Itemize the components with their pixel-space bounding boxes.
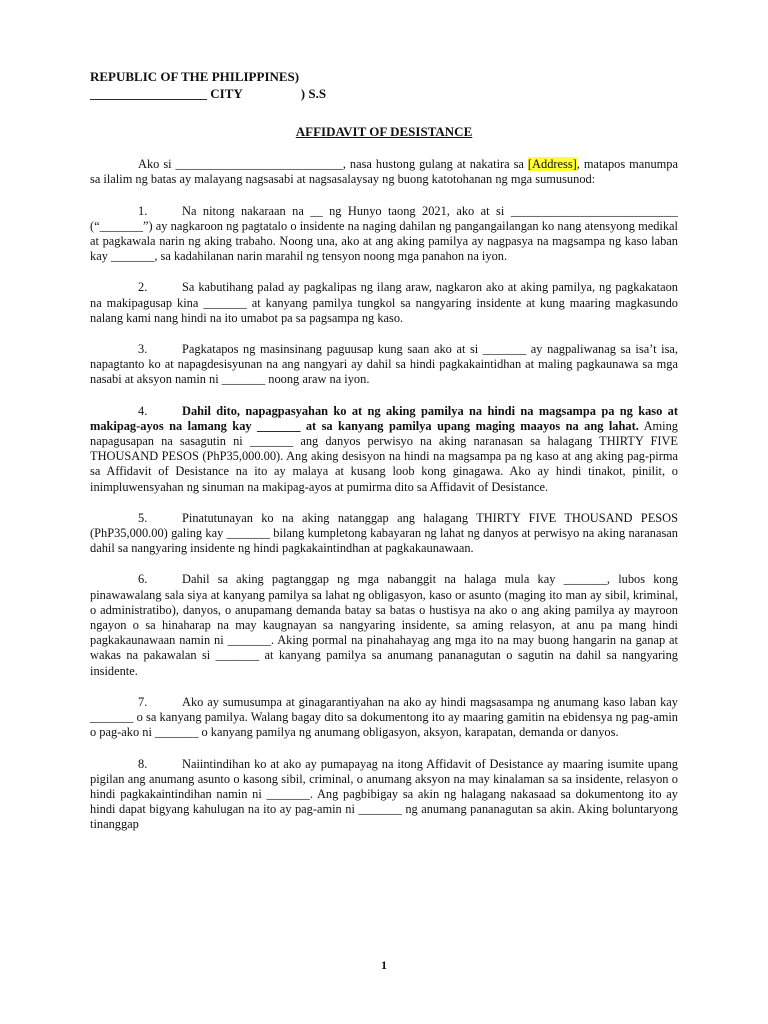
header-republic: REPUBLIC OF THE PHILIPPINES) <box>90 69 300 84</box>
paragraph-text: Naiintindihan ko at ako ay pumapayag na itong Affidavit of Desistance ay maaring isumite upang pigilan ang anumang asunto o kasong sibil, criminal, o anumang aksyon na may kinalaman sa sa insidente, relasyon o hindi pagkakaintindihan namin ni _______. Ang pagbibigay sa akin ng halagang nakasaad sa dokumentong ito ay hindi dapat bigyang kahulugan na ito ay pag-amin ni _______ ng anumang pananagutan sa akin. Aking boluntaryong tinanggap <box>90 756 678 832</box>
paragraph-5 <box>90 511 678 557</box>
paragraph-3 <box>90 342 678 388</box>
paragraph-7 <box>90 695 678 741</box>
document-body <box>90 68 678 849</box>
document-header <box>90 68 678 102</box>
paragraph-text: Ako ay sumusumpa at ginagarantiyahan na ako ay hindi magsasampa ng anumang kaso laban kay _______ o sa kanyang pamilya. Walang bagay dito sa dokumentong ito ay maaring gamitin na ebidensya ng pag-amin o pag-ako ni _______ o kanyang pamilya ng anumang obligasyon, aksyon, karapatan, demanda or danyos. <box>90 694 678 740</box>
paragraph-number: 4. <box>138 403 148 418</box>
address-placeholder: [Address] <box>527 157 577 172</box>
paragraph-number: 6. <box>138 572 148 587</box>
paragraph-2 <box>90 280 678 326</box>
intro-text-post: , matapos manumpa sa ilalim ng batas ay malayang nagsasabi at nagsasalaysay ng buong katotohanan ng mga sumusunod: <box>90 157 679 187</box>
paragraph-4 <box>90 404 678 495</box>
paragraph-text: Na nitong nakaraan na __ ng Hunyo taong 2021, ako at si ___________________________ (“_______”) ay nagkaroon ng pagtatalo o insidente na naging dahilan ng pangangailangan ko nang atensyong medikal at pagkawala narin ng aking trabaho. Noong una, ako at ang aking pamilya ay nagpasya na magsampa ng kaso laban kay _______, sa kadahilanan narin marahil ng tensyon noong mga panahon na iyon. <box>90 203 678 264</box>
paragraph-number: 1. <box>138 203 148 218</box>
paragraph-text: Pinatutunayan ko na aking natanggap ang halagang THIRTY FIVE THOUSAND PESOS (PhP35,000.00) galing kay _______ bilang kumpletong kabayaran ng lahat ng danyos at perwisyo na aking naranasan dahil sa nangyaring insidente ng hindi pagkakaintindhan at pagkakaunawaan. <box>90 510 678 556</box>
paragraph-text: Sa kabutihang palad ay pagkalipas ng ilang araw, nagkaron ako at aking pamilya, ng pagkakataon na makipagusap kina _______ at kanyang pamilya tungkol sa nangyaring insidente at kung maaring magkasundo nalang kami nang hindi na ito umabot pa sa pagsampa ng kaso. <box>90 280 678 325</box>
intro-text-pre: Ako si ___________________________, nasa hustong gulang at nakatira sa <box>138 157 528 172</box>
paragraph-6 <box>90 572 678 678</box>
paragraph-number: 2. <box>138 280 148 295</box>
paragraph-text: Aming napagusapan na sasagutin ni _______ ang danyos perwisyo na aking naranasan sa halagang THIRTY FIVE THOUSAND PESOS (PhP35,000.00). Ang aking desisyon na hindi na magsampa pa ng kaso at ang aking pag-pirma sa Affidavit of Desistance na ito ay malaya at kusang loob kong ginagawa. Ako ay hindi tinakot, pinilit, o inimpluwensyahan ng sinuman na makipag-ayos at pumirma dito sa Affidavit of Desistance. <box>90 418 678 494</box>
paragraph-number: 8. <box>138 756 148 771</box>
paragraph-bold-text: Dahil dito, napagpasyahan ko at ng aking pamilya na hindi na magsampa pa ng kaso at makipag-ayos na lamang kay _______ at sa kanyang pamilya upang maging maayos na ang lahat. <box>90 403 678 433</box>
intro-paragraph <box>90 157 678 187</box>
paragraph-8 <box>90 757 678 833</box>
paragraph-1 <box>90 204 678 265</box>
paragraph-text: Pagkatapos ng masinsinang paguusap kung saan ako at si _______ ay nagpaliwanag sa isa’t isa, napagtanto ko at napagdesisyunan na ang nangyari ay dahil sa hindi pagkakaintidhan at maling pagkaunawa sa mga nasabi at aksyon namin ni _______ noong araw na iyon. <box>90 342 678 387</box>
paragraph-text: Dahil sa aking pagtanggap ng mga nabanggit na halaga mula kay _______, lubos kong pinawawalang sala siya at kanyang pamilya sa lahat ng obligasyon, kaso or asunto (maging ito man ay sibil, kriminal, o administratibo), danyos, o anupamang demanda batay sa batas o hustisya na ako o ang aking pamilya ay mayroon ngayon o sa hinaharap na may kaugnayan sa nangyaring insidente, sa aming relasyon, at anu pa mang hindi pagkakaunawaan namin ni _______. Aking pormal na pinahahayag ang mga ito na may buong hangarin na ganap at wakas na pakawalan si _______ at kanyang pamilya sa anumang pananagutan o sagutin na dahil sa nangyaring insidente. <box>90 572 678 678</box>
paragraph-number: 3. <box>138 342 148 357</box>
paragraph-number: 7. <box>138 694 148 709</box>
page-number: 1 <box>381 958 387 972</box>
paragraph-number: 5. <box>138 510 148 525</box>
header-city: __________________ CITY ) S.S <box>90 86 327 101</box>
document-title: AFFIDAVIT OF DESISTANCE <box>295 124 473 139</box>
